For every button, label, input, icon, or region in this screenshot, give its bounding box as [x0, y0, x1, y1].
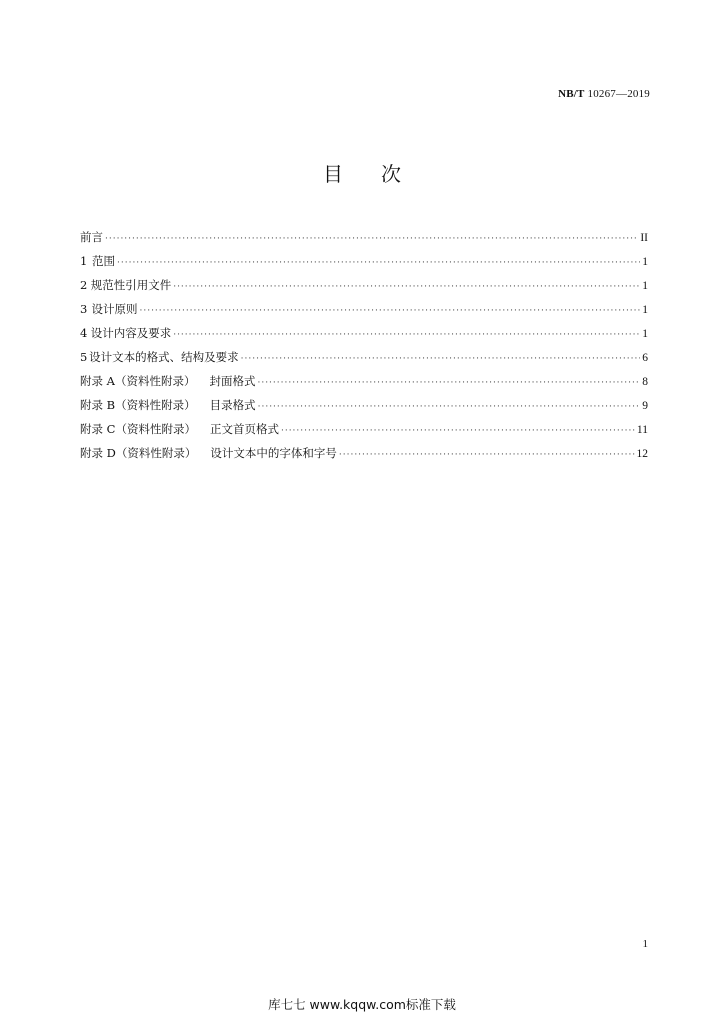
- toc-entry-number: 1: [80, 254, 88, 268]
- toc-leader-dots: [241, 347, 641, 371]
- toc-entry-number: 3: [80, 302, 88, 316]
- toc-leader-dots: [173, 275, 640, 299]
- toc-entry-page: 12: [636, 448, 648, 460]
- toc-entry-page: 6: [642, 352, 648, 364]
- appendix-label: 附录 B（资料性附录）: [80, 398, 196, 412]
- page-number: 1: [642, 938, 648, 950]
- standard-prefix: NB/T: [558, 88, 585, 100]
- watermark-text: 库七七 www.kqqw.com标准下载: [268, 997, 456, 1012]
- toc-entry-label: 范围: [92, 254, 115, 268]
- toc-leader-dots: [105, 227, 638, 251]
- toc-entry-page: 1: [642, 280, 648, 292]
- toc-entry-page: 1: [642, 328, 648, 340]
- toc-entry-page: 8: [642, 376, 648, 388]
- toc-entry-label: 设计内容及要求: [90, 326, 172, 340]
- page-title-right: 次: [381, 162, 401, 186]
- toc-entry-label: 设计文本的格式、结构及要求: [89, 350, 239, 364]
- page-title-left: 目: [323, 162, 343, 186]
- toc-entry-4[interactable]: [80, 321, 648, 345]
- toc-entry-preface[interactable]: [80, 225, 648, 249]
- toc-leader-dots: [139, 299, 640, 323]
- toc-entry-page: 9: [642, 400, 648, 412]
- toc-leader-dots: [258, 395, 641, 419]
- toc-entry-appendix-c[interactable]: [80, 417, 648, 441]
- standard-number: 10267—2019: [584, 88, 650, 100]
- toc-entry-label: 前言: [80, 230, 103, 244]
- toc-leader-dots: [117, 251, 640, 275]
- toc-entry-label: [80, 441, 337, 465]
- toc-entry-label: [80, 369, 255, 393]
- appendix-label: 附录 D（资料性附录）: [80, 446, 197, 460]
- toc-entry-page: II: [640, 232, 648, 244]
- toc-entry-label: 设计原则: [91, 302, 138, 316]
- appendix-title: 封面格式: [209, 374, 256, 388]
- toc-entry-label: [80, 393, 256, 417]
- toc-entry-page: 1: [642, 256, 648, 268]
- toc-entry-page: 1: [642, 304, 648, 316]
- toc-entry-appendix-d[interactable]: [80, 441, 648, 465]
- toc-leader-dots: [281, 419, 635, 443]
- standard-code: [558, 88, 650, 100]
- toc-entry-1[interactable]: [80, 249, 648, 273]
- appendix-label: 附录 A（资料性附录）: [80, 374, 196, 388]
- toc-leader-dots: [173, 323, 640, 347]
- toc-entry-number: 5: [80, 350, 88, 364]
- toc-entry-label: [80, 417, 279, 441]
- toc-entry-number: 2: [80, 278, 88, 292]
- toc-entry-2[interactable]: [80, 273, 648, 297]
- toc-entry-appendix-b[interactable]: [80, 393, 648, 417]
- toc-entry-appendix-a[interactable]: [80, 369, 648, 393]
- toc-entry-page: 11: [636, 424, 648, 436]
- toc-entry-label: 规范性引用文件: [90, 278, 172, 292]
- appendix-title: 目录格式: [209, 398, 256, 412]
- toc-leader-dots: [257, 371, 640, 395]
- toc-entry-3[interactable]: [80, 297, 648, 321]
- page-title: [0, 158, 724, 187]
- toc-entry-5[interactable]: [80, 345, 648, 369]
- toc-leader-dots: [339, 443, 635, 467]
- table-of-contents: [80, 225, 648, 465]
- appendix-title: 设计文本中的字体和字号: [210, 446, 337, 460]
- toc-entry-number: 4: [80, 326, 88, 340]
- appendix-label: 附录 C（资料性附录）: [80, 422, 196, 436]
- appendix-title: 正文首页格式: [209, 422, 279, 436]
